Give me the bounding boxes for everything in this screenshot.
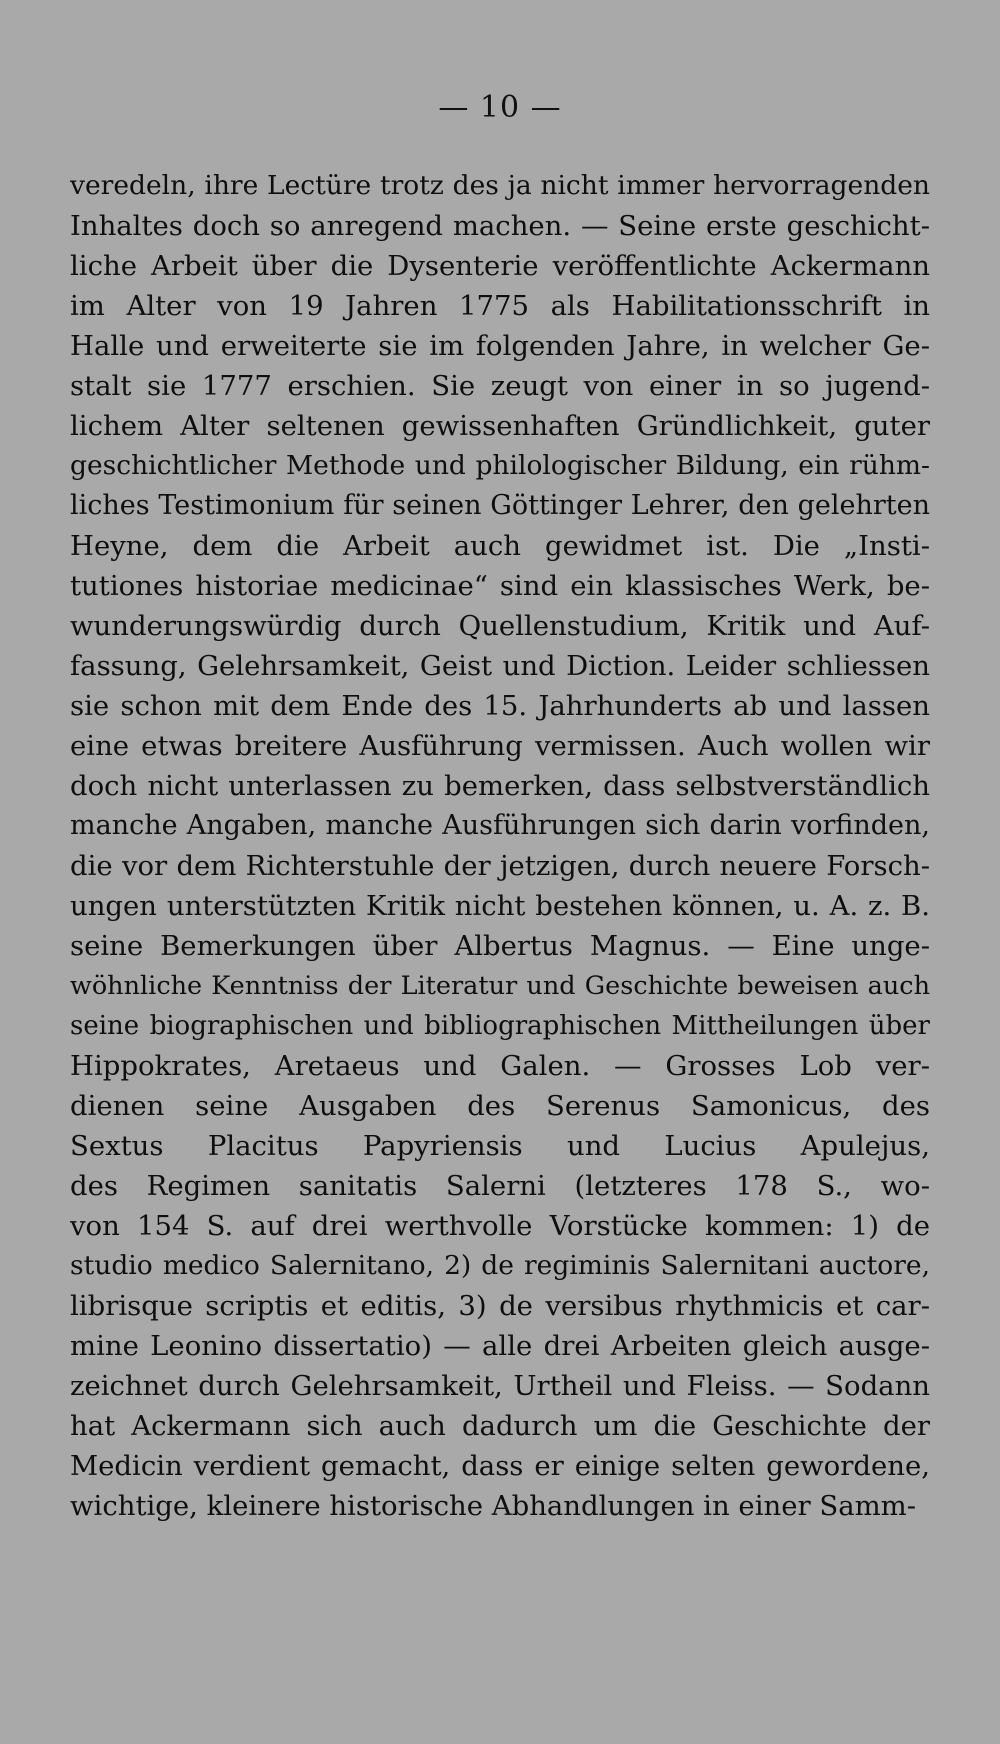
text-line: veredeln, ihre Lectüre trotz des ja nicht immer hervorragenden <box>70 170 930 201</box>
page-number: — 10 — <box>438 90 562 125</box>
text-line: die vor dem Richterstuhle der jetzigen, durch neuere Forsch- <box>70 850 930 882</box>
text-line: stalt sie 1777 erschien. Sie zeugt von einer in so jugend- <box>70 370 930 402</box>
body-text <box>70 166 930 1526</box>
text-line: manche Angaben, manche Ausführungen sich darin vorfinden, <box>70 810 930 841</box>
text-line: Halle und erweiterte sie im folgenden Jahre, in welcher Ge- <box>70 330 930 362</box>
text-line: mine Leonino dissertatio) — alle drei Arbeiten gleich ausge- <box>70 1330 930 1362</box>
text-line: librisque scriptis et editis, 3) de versibus rhythmicis et car- <box>70 1290 930 1322</box>
text-line: liches Testimonium für seinen Göttinger Lehrer, den gelehrten <box>70 490 930 521</box>
text-line: tutiones historiae medicinae“ sind ein klassisches Werk, be- <box>70 570 930 602</box>
text-line: Medicin verdient gemacht, dass er einige selten gewordene, <box>70 1450 930 1482</box>
text-line: Inhaltes doch so anregend machen. — Seine erste geschicht- <box>70 210 930 242</box>
text-line: wunderungswürdig durch Quellenstudium, Kritik und Auf- <box>70 610 930 642</box>
text-line: lichem Alter seltenen gewissenhaften Gründlichkeit, guter <box>70 410 930 442</box>
text-line: wichtige, kleinere historische Abhandlungen in einer Samm- <box>70 1490 917 1522</box>
text-line: von 154 S. auf drei werthvolle Vorstücke kommen: 1) de <box>70 1210 930 1242</box>
text-line: sie schon mit dem Ende des 15. Jahrhunderts ab und lassen <box>70 690 930 722</box>
text-line: fassung, Gelehrsamkeit, Geist und Diction. Leider schliessen <box>70 650 930 682</box>
text-line: dienen seine Ausgaben des Serenus Samonicus, des <box>70 1090 930 1122</box>
text-line: Heyne, dem die Arbeit auch gewidmet ist. Die „Insti- <box>70 530 930 562</box>
text-line: doch nicht unterlassen zu bemerken, dass selbstverständlich <box>70 770 930 802</box>
text-line: hat Ackermann sich auch dadurch um die Geschichte der <box>70 1410 930 1442</box>
text-line: eine etwas breitere Ausführung vermissen. Auch wollen wir <box>70 730 930 762</box>
text-line: liche Arbeit über die Dysenterie veröffentlichte Ackermann <box>70 250 930 282</box>
text-line: Sextus Placitus Papyriensis und Lucius Apulejus, <box>70 1130 930 1162</box>
text-line: wöhnliche Kenntniss der Literatur und Geschichte beweisen auch <box>70 971 930 1001</box>
text-line: des Regimen sanitatis Salerni (letzteres 178 S., wo- <box>70 1170 930 1202</box>
text-line: seine biographischen und bibliographischen Mittheilungen über <box>70 1011 930 1041</box>
text-line: im Alter von 19 Jahren 1775 als Habilitationsschrift in <box>70 290 930 322</box>
text-line: zeichnet durch Gelehrsamkeit, Urtheil und Fleiss. — Sodann <box>70 1370 930 1402</box>
text-line: seine Bemerkungen über Albertus Magnus. — Eine unge- <box>70 930 930 962</box>
text-line: geschichtlicher Methode und philologischer Bildung, ein rühm- <box>70 450 930 481</box>
text-line: studio medico Salernitano, 2) de regiminis Salernitani auctore, <box>70 1250 930 1281</box>
text-line: ungen unterstützten Kritik nicht bestehen können, u. A. z. B. <box>70 890 930 922</box>
text-line: Hippokrates, Aretaeus und Galen. — Grosses Lob ver- <box>70 1050 930 1082</box>
